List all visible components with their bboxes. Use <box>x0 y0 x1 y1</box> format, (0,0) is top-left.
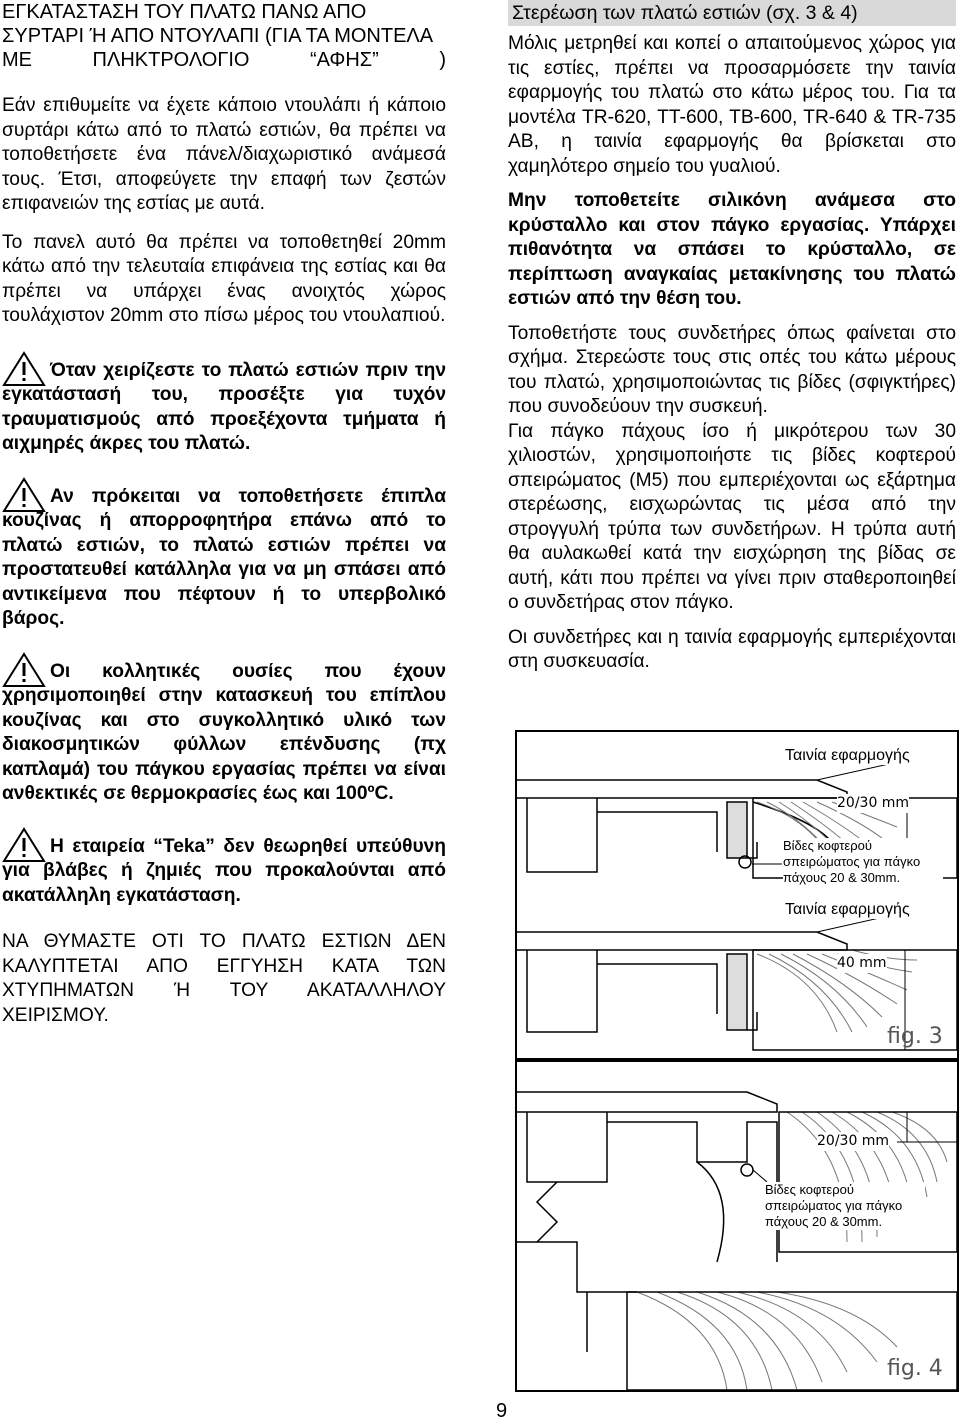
installation-heading: ΕΓΚΑΤΑΣΤΑΣΗ ΤΟΥ ΠΛΑΤΩ ΠΑΝΩ ΑΠΟ ΣΥΡΤΑΡΙ Ή ΑΠΟ ΝΤΟΥΛΑΠΙ (ΓΙΑ ΤΑ ΜΟΝΤΕΛΑ ΜΕ ΠΛΗΚΤΡΟΛΟΓΙΟ “ΑΦΗΣ” ) <box>2 1 446 71</box>
warning-liability <box>2 835 446 909</box>
paragraph-panel-distance: Το πανελ αυτό θα πρέπει να τοποθετηθεί 20mm κάτω από την τελευταία επιφάνεια της εστίας και θα πρέπει να υπάρχει ένας ανοιχτός χώρος τουλάχιστον 20mm στο πίσω μέρος του ντουλαπιού. <box>2 231 446 326</box>
section-title: Στερέωση των πλατώ εστιών (σχ. 3 & 4) <box>508 0 956 26</box>
label-tape-lower: Ταινία εφαρμογής <box>785 901 910 918</box>
warning-triangle-icon <box>2 477 46 515</box>
paragraph-silicone-warning: Μην τοποθετείτε σιλικόνη ανάμεσα στο κρύσταλλο και στον πάγκο εργασίας. Υπάρχει πιθανότητα να σπάσει το κρύσταλλο, σε περίπτωση αναγκαίας μετακίνησης του πλατώ εστιών από την θέση του. <box>508 190 956 309</box>
warning-liability-text: Η εταιρεία “Teka” δεν θεωρηθεί υπεύθυνη για βλάβες ή ζημιές που προκαλούνται από ακατάλληλη εγκατάσταση. <box>2 835 447 906</box>
warning-triangle-icon <box>2 351 46 389</box>
paragraph-included: Οι συνδετήρες και η ταινία εφαρμογής εμπεριέχονται στη συσκευασία. <box>508 626 956 672</box>
warning-adhesives <box>2 660 446 807</box>
label-tape-upper: Ταινία εφαρμογής <box>785 747 910 764</box>
warning-triangle-icon <box>2 652 46 690</box>
warning-adhesives-text: Οι κολλητικές ουσίες που έχουν χρησιμοποιηθεί στην κατασκευή του επίπλου κουζίνας και στο συγκολλητικό υλικό των διακοσμητικών φύλλων επένδυσης (πχ καπλαμά) του πάγκου εργασίας πρέπει να είναι ανθεκτικές σε θερμοκρασίες έως και 100ºC. <box>2 660 446 804</box>
right-column <box>508 0 956 675</box>
warning-furniture-text: Αν πρόκειται να τοποθετήσετε έπιπλα κουζίνας ή απορροφητήρα επάνω από το πλατώ εστιών, το πλατώ εστιών πρέπει να προστατευθεί κατάλληλα για να μη σπάσει από αντικείμενα που πέφτουν ή το υπερβολικό βάρος. <box>2 485 446 629</box>
warranty-notice: ΝΑ ΘΥΜΑΣΤΕ ΟΤΙ ΤΟ ΠΛΑΤΩ ΕΣΤΙΩΝ ΔΕΝ ΚΑΛΥΠΤΕΤΑΙ ΑΠΟ ΕΓΓΥΗΣΗ ΚΑΤΑ ΤΩΝ ΧΤΥΠΗΜΑΤΩΝ Ή ΤΟΥ ΑΚΑΤΑΛΛΗΛΟΥ ΧΕΙΡΙΣΜΟΥ. <box>2 931 446 1026</box>
label-screws-upper: Βίδες κοφτερού σπειρώματος για πάγκο πάχους 20 & 30mm. <box>783 838 943 886</box>
figure-3-drawing <box>517 732 957 1058</box>
warning-handling <box>2 359 446 457</box>
figure-4 <box>515 1060 959 1392</box>
dimension-fig4: 20/30 mm <box>817 1133 890 1149</box>
paragraph-panel-needed: Εάν επιθυμείτε να έχετε κάποιο ντουλάπι ή κάποιο συρτάρι κάτω από το πλατώ εστιών, θα πρέπει να τοποθετήσετε ένα πάνελ/διαχωριστικό ανάμεσά τους. Έτσι, αποφεύγετε την επαφή των ζεστών επιφανειών της εστίας με αυτά. <box>2 95 446 214</box>
left-column <box>2 0 446 1028</box>
page-number: 9 <box>496 1400 508 1422</box>
warning-furniture <box>2 485 446 632</box>
paragraph-screws: Για πάγκο πάχους ίσο ή μικρότερου των 30 χιλιοστών, χρησιμοποιήστε τις βίδες κοφτερού σπειρώματος (M5) που εμπεριέχονται ως εξάρτημα στερέωσης, εισχωρώντας τις μέσα από την στρογγυλή τρύπα των συνδετήρων. Η τρύπα αυτή θα αυλακωθεί κατά την εισχώρηση της βίδας σε αυτή, κάτι που πρέπει να γίνει πριν σταθεροποιηθεί ο συνδετήρας στον πάγκο. <box>508 420 956 613</box>
warning-triangle-icon <box>2 827 46 865</box>
figure-3-tag: fig. 3 <box>887 1024 943 1049</box>
paragraph-tape: Μόλις μετρηθεί και κοπεί ο απαιτούμενος χώρος για τις εστίες, πρέπει να προσαρμόσετε την ταινία εφαρμογής του πλατώ στο κάτω μέρος του. Για τα μοντέλα TR-620, TT-600, TB-600, TR-640 & TR-735 AB, η ταινία εφαρμογής θα βρίσκεται στο χαμηλότερο σημείο του γυαλιού. <box>508 33 956 177</box>
warning-handling-text: Όταν χειρίζεστε το πλατώ εστιών πριν την εγκατάστασή του, προσέξτε για τυχόν τραυματισμούς από προεξέχοντα τμήματα ή αιχμηρές άκρες του πλατώ. <box>2 359 446 454</box>
figure-3 <box>515 730 959 1060</box>
dimension-upper: 20/30 mm <box>837 795 910 811</box>
paragraph-clips: Τοποθετήστε τους συνδετήρες όπως φαίνεται στο σχήμα. Στερεώστε τους στις οπές του κάτω μέρους του πλατώ, χρησιμοποιώντας τις βίδες (σφιγκτήρες) που συνοδεύουν την συσκευή. <box>508 322 956 417</box>
label-screws-fig4: Βίδες κοφτερού σπειρώματος για πάγκο πάχους 20 & 30mm. <box>765 1182 925 1230</box>
dimension-lower: 40 mm <box>837 955 887 971</box>
figure-4-tag: fig. 4 <box>887 1356 943 1381</box>
